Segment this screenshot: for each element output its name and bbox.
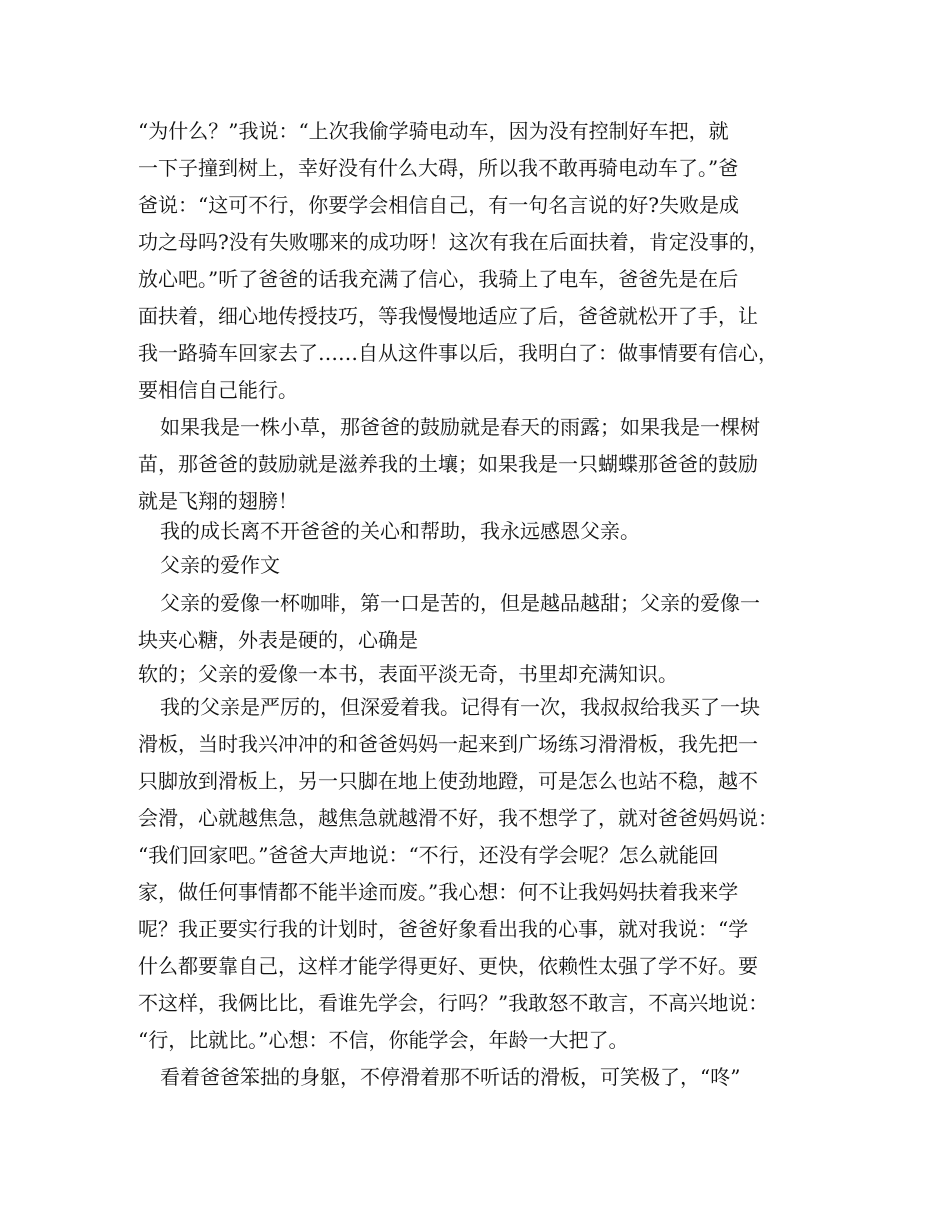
text-line: 块夹心糖，外表是硬的，心确是 xyxy=(138,628,418,652)
paragraph-start-line: 看着爸爸笨拙的身躯，不停滑着那不听话的滑板，可笑极了，“咚” xyxy=(160,1065,741,1089)
text-line: 会滑，心就越焦急，越焦急就越滑不好，我不想学了，就对爸爸妈妈说： xyxy=(138,806,778,830)
text-line: 我一路骑车回家去了……自从这件事以后，我明白了：做事情要有信心， xyxy=(138,341,778,365)
paragraph-start-line: 如果我是一株小草，那爸爸的鼓励就是春天的雨露；如果我是一棵树 xyxy=(160,415,760,439)
text-line: 只脚放到滑板上，另一只脚在地上使劲地蹬，可是怎么也站不稳，越不 xyxy=(138,769,758,793)
text-line: 软的；父亲的爱像一本书，表面平淡无奇，书里却充满知识。 xyxy=(138,662,678,686)
text-line: 什么都要靠自己，这样才能学得更好、更快，依赖性太强了学不好。要 xyxy=(138,954,758,978)
text-line: “行，比就比。”心想：不信，你能学会，年龄一大把了。 xyxy=(138,1028,629,1052)
text-line: “我们回家吧。”爸爸大声地说：“不行，还没有学会呢？怎么就能回 xyxy=(138,843,719,867)
text-line: 面扶着，细心地传授技巧，等我慢慢地适应了后，爸爸就松开了手，让 xyxy=(138,304,758,328)
text-line: 一下子撞到树上，幸好没有什么大碍，所以我不敢再骑电动车了。”爸 xyxy=(138,156,739,180)
text-line: 要相信自己能行。 xyxy=(138,378,298,402)
section-heading: 父亲的爱作文 xyxy=(160,553,280,577)
text-line: 不这样，我俩比比，看谁先学会，行吗？”我敢怒不敢言，不高兴地说： xyxy=(138,991,769,1015)
text-line: 爸说：“这可不行，你要学会相信自己，有一句名言说的好?失败是成 xyxy=(138,193,739,217)
text-line: 功之母吗?没有失败哪来的成功呀！这次有我在后面扶着，肯定没事的， xyxy=(138,230,769,254)
text-line: 家，做任何事情都不能半途而废。”我心想：何不让我妈妈扶着我来学 xyxy=(138,880,739,904)
text-line: 呢？我正要实行我的计划时，爸爸好象看出我的心事，就对我说：“学 xyxy=(138,917,749,941)
text-line: 就是飞翔的翅膀！ xyxy=(138,489,298,513)
paragraph-start-line: 我的成长离不开爸爸的关心和帮助，我永远感恩父亲。 xyxy=(160,519,640,543)
text-line: 苗，那爸爸的鼓励就是滋养我的土壤；如果我是一只蝴蝶那爸爸的鼓励 xyxy=(138,452,758,476)
text-line: “为什么？”我说：“上次我偷学骑电动车，因为没有控制好车把，就 xyxy=(138,119,729,143)
paragraph-start-line: 我的父亲是严厉的，但深爱着我。记得有一次，我叔叔给我买了一块 xyxy=(160,695,760,719)
paragraph-start-line: 父亲的爱像一杯咖啡，第一口是苦的，但是越品越甜；父亲的爱像一 xyxy=(160,591,760,615)
text-line: 放心吧。”听了爸爸的话我充满了信心，我骑上了电车，爸爸先是在后 xyxy=(138,267,739,291)
text-line: 滑板，当时我兴冲冲的和爸爸妈妈一起来到广场练习滑滑板，我先把一 xyxy=(138,732,758,756)
